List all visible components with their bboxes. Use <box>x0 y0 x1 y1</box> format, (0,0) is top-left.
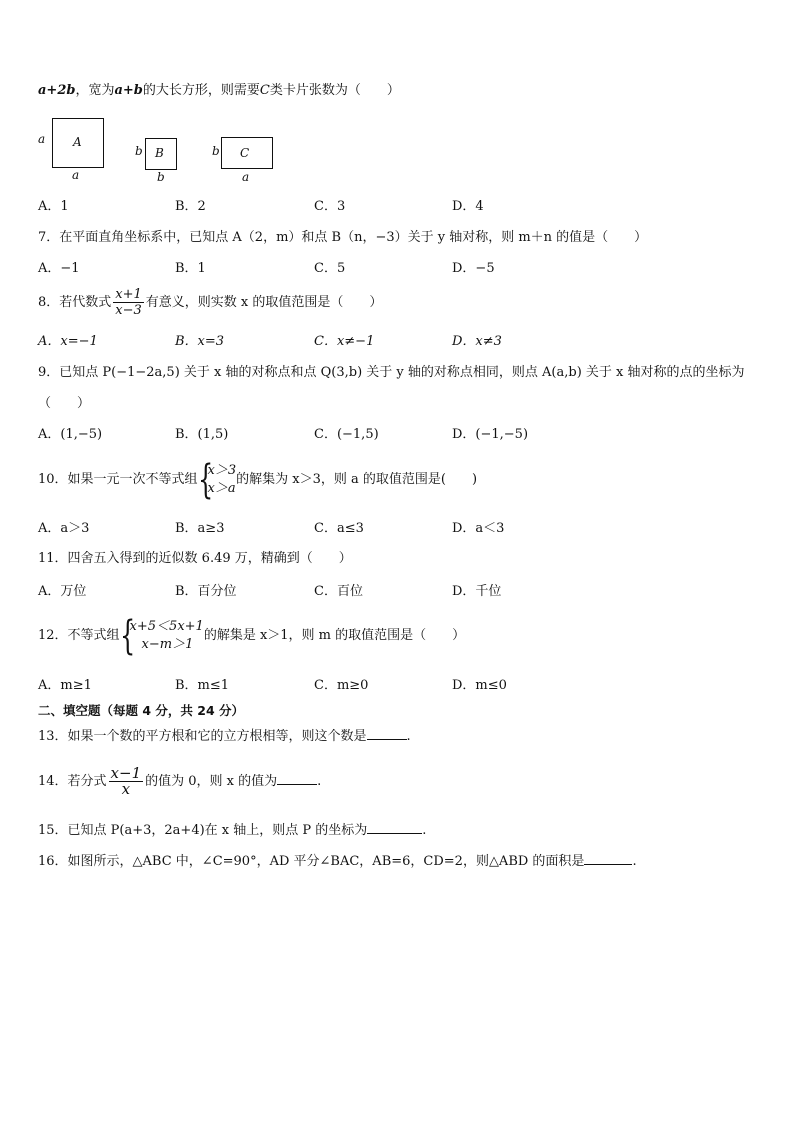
q12-system <box>119 612 204 659</box>
q12-suffix: 的解集是 x＞1，则 m 的取值范围是（ ） <box>203 628 466 643</box>
q9-option-b[interactable]: B．(1,5) <box>175 427 229 442</box>
q7-text: 7．在平面直角坐标系中，已知点 A（2，m）和点 B（n，−3）关于 y 轴对称，则 m＋n 的值是（ ） <box>38 230 648 245</box>
q12-option-c[interactable]: C．m≥0 <box>314 678 369 693</box>
q10-brace: { <box>197 456 213 503</box>
q12-row2: x−m＞1 <box>141 636 194 652</box>
q10-row2: x＞a <box>207 480 236 496</box>
q15-text <box>38 821 426 840</box>
q9-options <box>38 426 758 444</box>
q6-intro-rest: 的大长方形，则需要 <box>142 83 260 98</box>
q10-options <box>38 520 758 538</box>
q12-options <box>38 677 758 695</box>
card-a-bottom: a <box>72 168 80 182</box>
q15-answer-blank[interactable] <box>367 821 422 834</box>
q8-prefix: 8．若代数式 <box>38 295 112 310</box>
q8-option-c[interactable]: C．x≠−1 <box>314 334 375 349</box>
q7-option-b[interactable]: B．1 <box>175 261 206 276</box>
q12-prefix: 12．不等式组 <box>38 628 120 643</box>
q11-option-d[interactable]: D．千位 <box>452 584 502 599</box>
q14-suffix: 的值为 0，则 x 的值为 <box>145 774 278 789</box>
q10-suffix: 的解集为 x＞3，则 a 的取值范围是( ) <box>236 472 478 487</box>
q8-suffix: 有意义，则实数 x 的取值范围是（ ） <box>145 295 383 310</box>
q10-option-d[interactable]: D．a＜3 <box>452 521 505 536</box>
card-c-bottom: a <box>242 170 250 184</box>
q8-option-a[interactable]: A．x=−1 <box>38 334 98 349</box>
q6-intro-ab: a+b <box>114 83 143 98</box>
card-c <box>221 137 273 169</box>
q16-text <box>38 852 637 871</box>
q8-denominator: x−3 <box>115 303 142 318</box>
q7-options <box>38 260 758 278</box>
q12-option-a[interactable]: A．m≥1 <box>38 678 92 693</box>
q13-body: 13．如果一个数的平方根和它的立方根相等，则这个数是 <box>38 729 367 744</box>
q6-intro <box>38 82 400 100</box>
q8-text <box>38 286 382 320</box>
q13-answer-blank[interactable] <box>367 727 407 740</box>
q6-option-d[interactable]: D．4 <box>452 199 484 214</box>
q7-option-a[interactable]: A．−1 <box>38 261 80 276</box>
q12-option-b[interactable]: B．m≤1 <box>175 678 230 693</box>
q6-options <box>38 198 758 216</box>
q16-end: . <box>632 854 637 869</box>
q6-intro-tail: ，宽为 <box>75 83 115 98</box>
q12-brace: { <box>119 612 135 659</box>
q13-text <box>38 727 411 746</box>
card-b-bottom: b <box>157 170 165 184</box>
q10-system <box>197 456 237 503</box>
card-c-side: b <box>212 144 220 158</box>
card-c-name: C <box>240 146 250 160</box>
q7-option-c[interactable]: C．5 <box>314 261 346 276</box>
card-b-side: b <box>135 144 143 158</box>
q9-option-a[interactable]: A．(1,−5) <box>38 427 103 442</box>
q14-prefix: 14．若分式 <box>38 774 107 789</box>
q11-option-a[interactable]: A．万位 <box>38 584 87 599</box>
card-a-name: A <box>73 135 82 149</box>
q14-fraction <box>109 766 144 797</box>
q6-intro-end: 类卡片张数为（ ） <box>269 83 400 98</box>
q10-option-b[interactable]: B．a≥3 <box>175 521 225 536</box>
q14-denominator: x <box>121 780 131 798</box>
q15-body: 15．已知点 P(a+3，2a+4)在 x 轴上，则点 P 的坐标为 <box>38 823 368 838</box>
q6-intro-c: C <box>259 83 270 98</box>
q10-prefix: 10．如果一元一次不等式组 <box>38 472 198 487</box>
q8-option-d[interactable]: D．x≠3 <box>452 334 502 349</box>
q6-option-b[interactable]: B．2 <box>175 199 206 214</box>
q11-options <box>38 583 758 601</box>
q16-answer-blank[interactable] <box>584 852 632 865</box>
card-b <box>145 138 177 170</box>
q6-option-a[interactable]: A．1 <box>38 199 69 214</box>
q15-end: . <box>422 823 427 838</box>
q9-text: 9．已知点 P(−1−2a,5) 关于 x 轴的对称点和点 Q(3,b) 关于 y 轴的对称点相同，则点 A(a,b) 关于 x 轴对称的点的坐标为 <box>38 365 745 380</box>
q9-option-c[interactable]: C．(−1,5) <box>314 427 379 442</box>
q10-option-a[interactable]: A．a＞3 <box>38 521 90 536</box>
q12-option-d[interactable]: D．m≤0 <box>452 678 507 693</box>
q12-row1: x+5＜5x+1 <box>129 618 204 634</box>
q14-answer-blank[interactable] <box>277 772 317 785</box>
q8-option-b[interactable]: B．x=3 <box>175 334 225 349</box>
q10-text <box>38 458 477 502</box>
q6-expr: a+2b <box>38 83 76 98</box>
q10-row1: x＞3 <box>207 462 237 478</box>
card-b-name: B <box>155 146 164 160</box>
q13-end: . <box>406 729 411 744</box>
q14-text <box>38 760 321 804</box>
q16-body: 16．如图所示，△ABC 中，∠C=90°，AD 平分∠BAC，AB=6，CD=2，则△ABD 的面积是 <box>38 854 585 869</box>
q11-option-c[interactable]: C．百位 <box>314 584 363 599</box>
section-fill-in-heading: 二、填空题（每题 4 分，共 24 分） <box>38 703 245 718</box>
q12-text <box>38 614 465 658</box>
q14-end: . <box>317 774 322 789</box>
q11-text: 11．四舍五入得到的近似数 6.49 万，精确到（ ） <box>38 551 352 566</box>
q10-option-c[interactable]: C．a≤3 <box>314 521 364 536</box>
q7-option-d[interactable]: D．−5 <box>452 261 495 276</box>
q11-option-b[interactable]: B．百分位 <box>175 584 237 599</box>
q6-option-c[interactable]: C．3 <box>314 199 346 214</box>
q8-numerator: x+1 <box>115 287 142 302</box>
q8-options <box>38 333 758 351</box>
card-a <box>52 118 104 168</box>
q14-numerator: x−1 <box>110 764 142 782</box>
q8-fraction <box>113 287 144 318</box>
q9-option-d[interactable]: D．(−1,−5) <box>452 427 529 442</box>
card-a-side: a <box>38 132 46 146</box>
q9-paren: （ ） <box>38 396 91 411</box>
